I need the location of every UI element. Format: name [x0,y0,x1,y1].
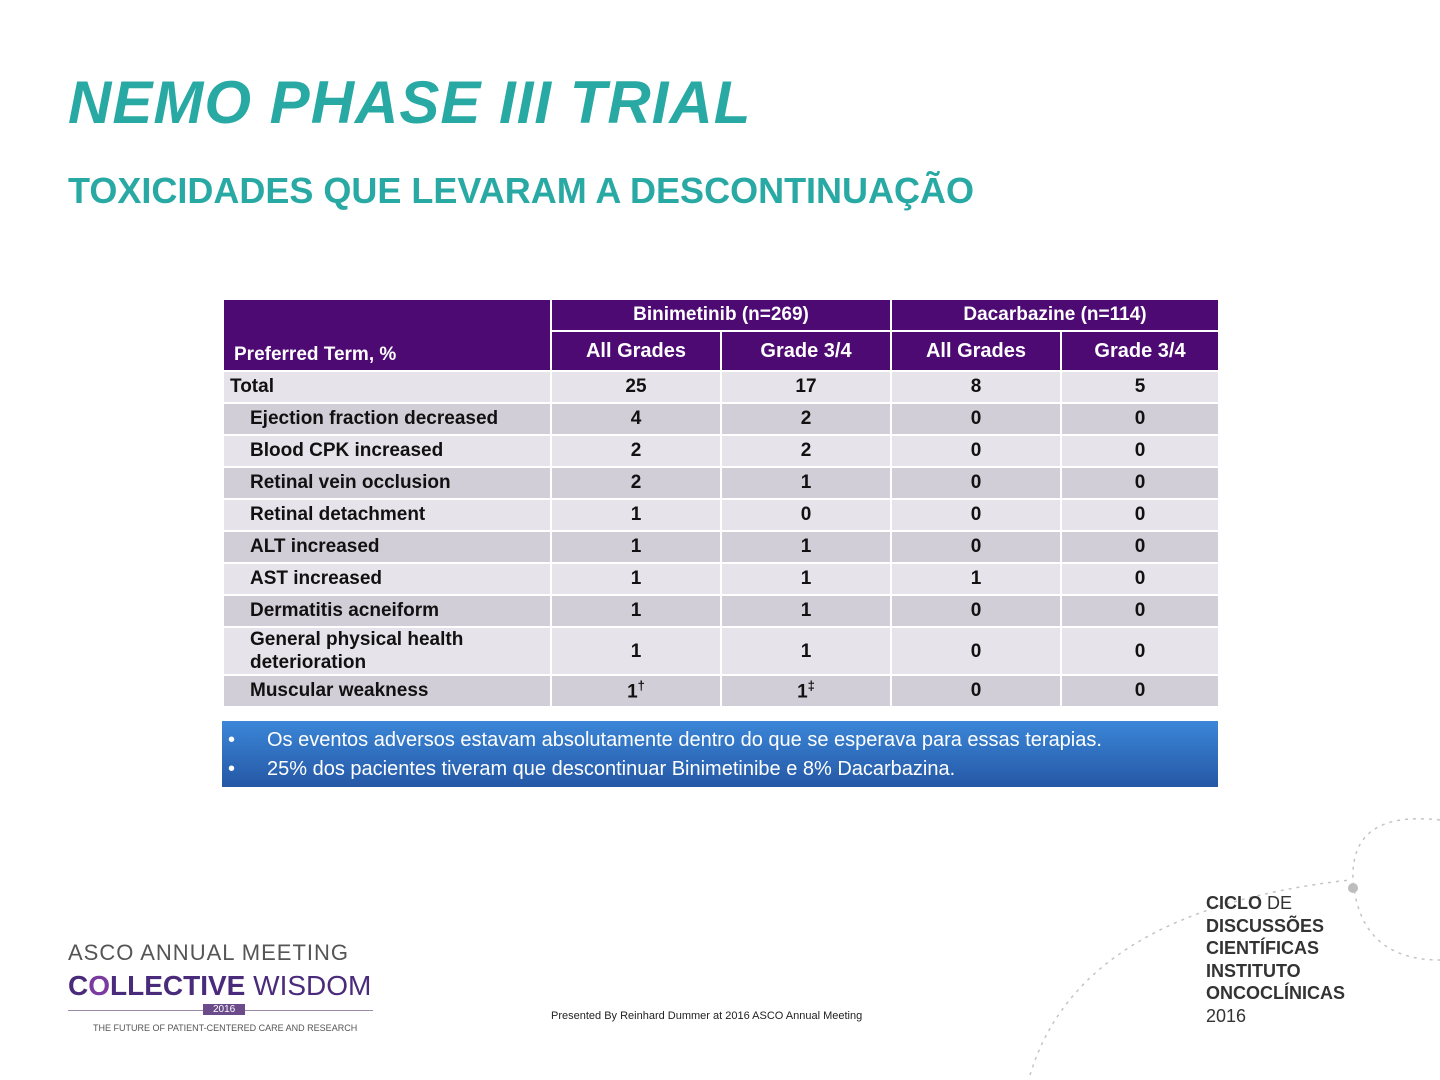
row-value: 0 [891,627,1061,675]
ciclo-logo-de: DE [1267,893,1293,913]
asco-logo [68,940,373,1033]
row-value: 0 [891,595,1061,627]
row-value: 0 [1061,595,1219,627]
subheader-cell: All Grades [551,331,721,371]
row-value: 1 [551,563,721,595]
row-value: 1 [721,467,891,499]
row-value: 0 [891,531,1061,563]
row-term: AST increased [223,563,551,595]
corner-header: Preferred Term, % [223,299,551,371]
row-value: 0 [1061,499,1219,531]
row-term: Retinal vein occlusion [223,467,551,499]
row-value: 0 [1061,627,1219,675]
subheader-cell: Grade 3/4 [1061,331,1219,371]
asco-logo-llective: LLECTIVE [110,970,246,1001]
ciclo-logo-line4: INSTITUTO [1206,960,1301,981]
row-value: 1 [891,563,1061,595]
arc-dot-icon [1348,883,1358,893]
row-value: 2 [721,403,891,435]
row-value: 25 [551,371,721,403]
bullet-icon: • [228,758,236,780]
table-row [223,563,1219,595]
row-value [721,675,891,707]
row-value: 0 [891,499,1061,531]
row-value: 0 [891,467,1061,499]
row-value [551,675,721,707]
note-text: 25% dos pacientes tiveram que descontinuar Binimetinibe e 8% Dacarbazina. [267,758,956,780]
row-value: 0 [891,403,1061,435]
bullet-icon: • [228,729,236,751]
row-term: Dermatitis acneiform [223,595,551,627]
ciclo-logo [1206,892,1345,1027]
table-row [223,499,1219,531]
asco-logo-c: C [68,970,89,1001]
asco-logo-year-line [68,1004,373,1018]
asco-logo-year: 2016 [203,1004,245,1015]
row-value: 0 [891,435,1061,467]
table-row [223,435,1219,467]
value-number: 1 [797,681,808,703]
row-value: 5 [1061,371,1219,403]
row-term: Ejection fraction decreased [223,403,551,435]
row-value: 2 [551,435,721,467]
row-value: 0 [1061,403,1219,435]
group-header-binimetinib: Binimetinib (n=269) [551,299,891,331]
row-term: ALT increased [223,531,551,563]
table-row [223,675,1219,707]
row-value: 1 [721,563,891,595]
table-row [223,627,1219,675]
row-value: 17 [721,371,891,403]
row-value: 1 [551,627,721,675]
note-item [222,758,1218,787]
row-term: General physical health deterioration [223,627,551,675]
asco-logo-wisdom: WISDOM [253,970,372,1001]
ciclo-logo-ciclo: CICLO [1206,893,1262,913]
double-dagger-footnote-mark: ‡ [807,678,815,694]
row-value: 0 [891,675,1061,707]
value-number: 1 [627,681,638,703]
ciclo-logo-line1 [1206,892,1345,915]
table-row [223,371,1219,403]
row-value: 2 [721,435,891,467]
asco-logo-line2 [68,970,373,1002]
slide-subtitle: TOXICIDADES QUE LEVARAM A DESCONTINUAÇÃO [68,170,975,211]
table-row [223,467,1219,499]
toxicity-table [222,298,1220,708]
ciclo-logo-year: 2016 [1206,1005,1247,1026]
row-term: Retinal detachment [223,499,551,531]
row-value: 1 [721,531,891,563]
note-item [222,729,1218,758]
row-value: 4 [551,403,721,435]
row-value: 1 [721,595,891,627]
subheader-cell: All Grades [891,331,1061,371]
asco-logo-line1: ASCO ANNUAL MEETING [68,940,350,965]
row-value: 8 [891,371,1061,403]
row-term: Total [223,371,551,403]
presented-by-credit: Presented By Reinhard Dummer at 2016 ASCO Annual Meeting [551,1010,863,1022]
row-value: 1 [551,595,721,627]
asco-logo-tagline: THE FUTURE OF PATIENT-CENTERED CARE AND RESEARCH [93,1023,358,1033]
row-value: 0 [1061,467,1219,499]
slide-title: NEMO PHASE III TRIAL [68,69,752,136]
table-row [223,403,1219,435]
notes-box [222,721,1218,787]
row-value: 0 [721,499,891,531]
table-group-header-row [223,299,1219,331]
row-value: 1 [551,499,721,531]
ciclo-logo-line5: ONCOCLÍNICAS [1206,983,1345,1003]
dotted-ring-icon: O [88,970,111,1001]
row-term: Muscular weakness [223,675,551,707]
note-text: Os eventos adversos estavam absolutamente dentro do que se esperava para essas terapias. [267,729,1102,751]
dotted-arc-right [1353,819,1440,960]
ciclo-logo-line3: CIENTÍFICAS [1206,938,1320,958]
row-value: 2 [551,467,721,499]
group-header-dacarbazine: Dacarbazine (n=114) [891,299,1219,331]
row-term: Blood CPK increased [223,435,551,467]
ciclo-logo-line2: DISCUSSÕES [1206,915,1325,936]
row-value: 0 [1061,675,1219,707]
dagger-footnote-mark: † [637,678,645,694]
table-row [223,531,1219,563]
subheader-cell: Grade 3/4 [721,331,891,371]
row-value: 1 [721,627,891,675]
row-value: 0 [1061,563,1219,595]
table-row [223,595,1219,627]
row-value: 0 [1061,435,1219,467]
row-value: 1 [551,531,721,563]
row-value: 0 [1061,531,1219,563]
